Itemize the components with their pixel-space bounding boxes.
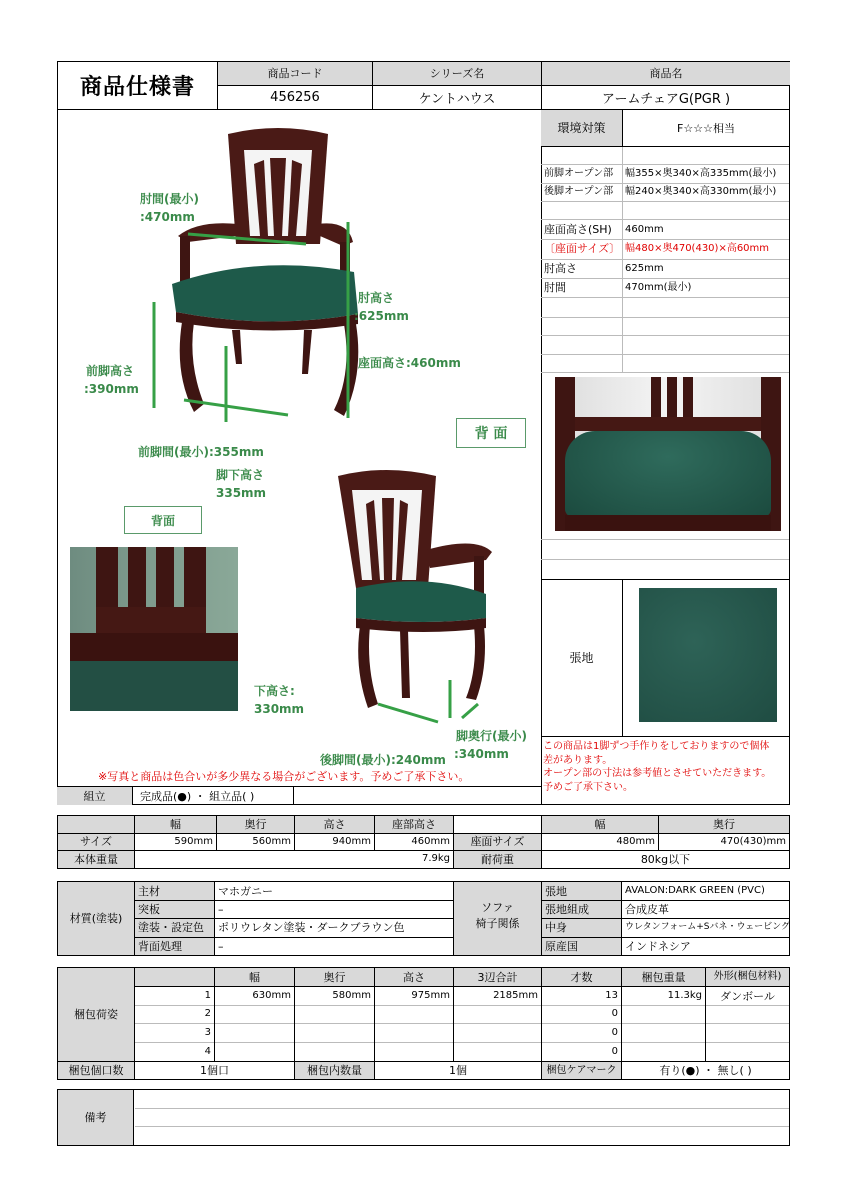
material-label: 材質(塗装) [69,912,123,925]
size-header-seat: 座部高さ [392,818,436,831]
sofa-value-4: インドネシア [625,939,691,953]
sofa-value-2: 合成皮革 [625,902,669,916]
fabric-swatch [639,588,777,722]
under-leg-height-value: 335mm [216,486,267,500]
under-height-label: 下高さ: [254,684,295,698]
env-label: 環境対策 [541,110,622,146]
inner-quantity: 1個 [449,1064,467,1077]
size-width: 590mm [174,835,213,847]
page-title: 商品仕様書 [79,75,195,100]
packing-row-no: 4 [204,1045,211,1057]
spec-value-6: 470mm(最小) [625,282,692,293]
packing-label: 梱包荷姿 [74,1008,118,1021]
spec-value-2: 幅240×奥340×高330mm(最小) [625,186,777,197]
size-header-width: 幅 [170,818,181,831]
packing-row-sum: 2185mm [493,990,538,1001]
arm-width-label: 肘間(最小) [140,192,199,206]
material-value-4: – [218,939,224,953]
right-panel [541,110,789,804]
count-label: 梱包個口数 [68,1064,124,1077]
material-key-2: 突板 [138,902,160,916]
assembly-value: 完成品(●) ・ 組立品( ) [140,789,255,803]
body-weight: 7.9kg [421,853,450,864]
spec-value-5: 625mm [625,263,664,274]
product-code: 456256 [270,90,320,105]
name-label: 商品名 [649,67,683,80]
size-header-height: 高さ [323,818,346,831]
load-capacity: 80kg以下 [640,852,691,866]
package-count: 1個口 [200,1064,229,1077]
leg-depth-label: 脚奥行(最小) [456,729,527,743]
env-value: F☆☆☆相当 [677,121,735,135]
spec-label-2: 後脚オープン部 [544,186,614,197]
sofa-key-4: 原産国 [545,939,578,953]
front-leg-height-label: 前脚高さ [86,364,135,378]
arm-width-value: :470mm [140,210,195,224]
size-table [57,815,790,869]
leg-depth-value: :340mm [454,747,509,761]
packing-row-no: 3 [204,1026,211,1038]
front-leg-height-value: :390mm [84,382,139,396]
material-key-3: 塗装・設定色 [138,921,204,934]
packing-row-no: 2 [204,1008,211,1019]
spec-value-4: 幅480×奥470(430)×高60mm [625,243,770,254]
packing-row-width: 630mm [252,990,291,1001]
packing-header-material: 外形(梱包材料) [713,971,782,982]
size-depth: 560mm [252,835,291,847]
spec-label-1: 前脚オープン部 [544,168,614,179]
care-value: 有り(●) ・ 無し( ) [659,1064,752,1077]
code-label: 商品コード [267,67,323,80]
material-key-1: 主材 [138,884,160,898]
spec-label-6: 肘間 [544,281,566,294]
back-detail-photo [70,547,238,711]
note-line-4: 予めご了承下さい。 [543,781,633,793]
sofa-key-3: 中身 [545,921,567,934]
header-block [57,61,790,110]
remarks-label: 備考 [58,1090,134,1145]
sofa-key-2: 張地組成 [545,902,589,916]
packing-row-weight: 11.3kg [667,990,702,1001]
size-seat-height: 460mm [411,835,450,847]
packing-row-sai: 0 [611,1008,618,1019]
load-label: 耐荷重 [481,852,514,866]
seat-size-width: 480mm [616,835,655,847]
packing-header-width: 幅 [249,970,260,984]
assembly-row [57,786,541,805]
packing-row-material: ダンボール [720,989,775,1003]
care-label: 梱包ケアマーク [546,1064,617,1076]
assembly-label: 組立 [57,787,133,805]
note-line-2: 差があります。 [543,754,613,766]
packing-row-sai: 0 [611,1026,618,1038]
sofa-value-1: AVALON:DARK GREEN (PVC) [625,885,765,896]
arm-height-value: :625mm [354,309,409,323]
fabric-label: 張地 [569,651,594,665]
material-value-1: マホガニー [218,884,273,898]
seat-photo [555,377,781,531]
seat-height-label: 座面高さ:460mm [358,356,461,370]
remarks-table [57,1089,790,1146]
note-line-1: この商品は1脚ずつ手作りをしておりますので個体 [543,741,770,752]
arm-height-label: 肘高さ [358,291,395,305]
photo-disclaimer: ※写真と商品は色合いが多少異なる場合がございます。予めご了承下さい。 [98,770,470,783]
size-header-depth: 奥行 [244,818,267,831]
series-label: シリーズ名 [429,67,485,80]
material-value-3: ポリウレタン塗装・ダークブラウン色 [218,921,405,934]
note-line-3: オープン部の寸法は参考値とさせていただきます。 [543,768,772,779]
packing-row-height: 975mm [411,990,450,1001]
rear-chair-illustration [326,468,526,718]
under-height-value: 330mm [254,702,305,716]
packing-row-sai: 13 [605,990,618,1001]
seat-size-depth: 470(430)mm [720,835,786,847]
packing-header-sai: 才数 [570,970,593,984]
material-key-4: 背面処理 [138,939,182,953]
under-leg-height-label: 脚下高さ [216,468,265,482]
back-view-tag: 背 面 [456,418,526,448]
weight-label: 本体重量 [74,852,118,866]
packing-header-depth: 奥行 [323,970,346,984]
packing-header-sum: 3辺合計 [477,970,518,984]
product-name: アームチェアG(PGR ) [601,92,731,107]
sofa-key-1: 張地 [545,884,567,898]
material-value-2: – [218,902,224,916]
packing-table [57,967,790,1080]
handmade-note [543,740,771,794]
size-label: サイズ [79,835,113,848]
seat-size-header-depth: 奥行 [713,818,735,831]
spec-value-3: 460mm [625,224,664,235]
inner-label: 梱包内数量 [307,1064,362,1077]
seat-size-label: 座面サイズ [470,835,525,848]
seat-size-header-width: 幅 [594,818,606,831]
rear-leg-width-label: 後脚間(最小):240mm [320,753,446,767]
spec-label-5: 肘高さ [544,262,577,275]
spec-label-3: 座面高さ(SH) [544,223,612,236]
packing-row-sai: 0 [611,1045,618,1057]
series-name: ケントハウス [418,92,496,107]
sofa-label-1: ソファ [481,901,514,914]
spec-value-1: 幅355×奥340×高335mm(最小) [625,168,777,179]
front-leg-width-label: 前脚間(最小):355mm [138,445,264,459]
packing-row-no: 1 [204,990,211,1001]
size-height: 940mm [332,835,371,847]
back-detail-tag: 背面 [124,506,202,534]
spec-label-4: 〔座面サイズ〕 [544,242,621,255]
sofa-label-2: 椅子関係 [475,917,520,930]
material-table [57,881,790,956]
drawing-area [58,110,540,786]
packing-header-height: 高さ [403,970,425,984]
sofa-value-3: ウレタンフォーム+Sバネ・ウェービング [625,922,790,932]
packing-row-depth: 580mm [332,990,371,1001]
packing-header-weight: 梱包重量 [641,970,686,984]
